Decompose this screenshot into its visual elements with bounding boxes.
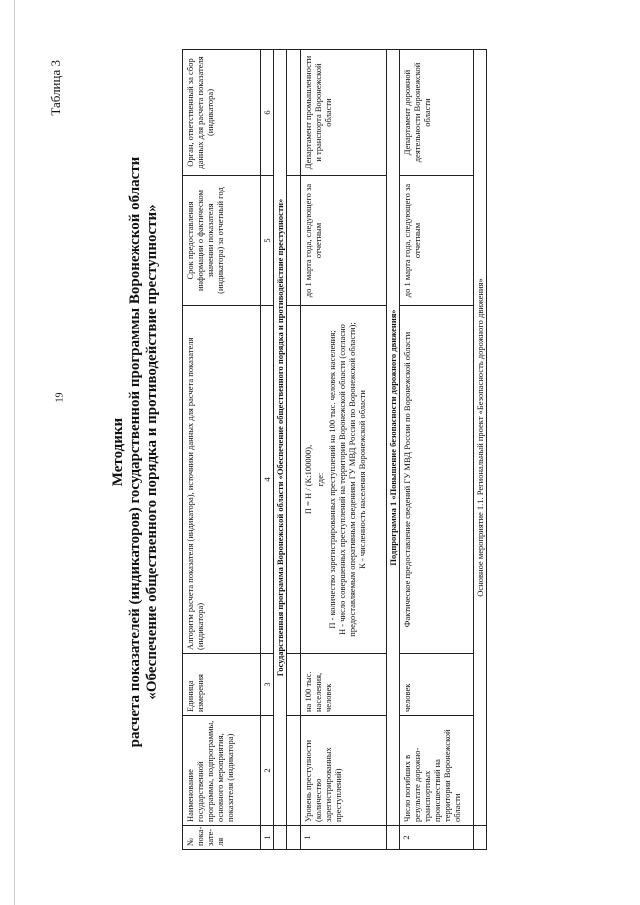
indicators-table	[182, 49, 487, 850]
header-algorithm: Алгоритм расчета показателя (индикатора), источники данных для расчета показателя (индикатора)	[183, 306, 261, 654]
table-row	[400, 50, 474, 850]
header-name: Наименование государственной программы, подпрограммы, основного мероприятия, показателя (индикатора)	[183, 716, 261, 826]
indicator-name: Уровень преступности (количество зарегистрированных преступлений)	[301, 716, 387, 826]
document-title	[110, 62, 161, 842]
subprogram-row	[387, 50, 400, 850]
program-row	[274, 50, 287, 850]
spacer-cell	[287, 176, 301, 306]
spacer-cell	[287, 50, 301, 176]
activity-title: Основное мероприятие 1.1. Региональный проект «Безопасность дорожного движения»	[474, 50, 487, 826]
indicator-agency: Департамент дорожной деятельности Воронежской области	[400, 50, 474, 176]
spacer-cell	[287, 716, 301, 826]
definition-n: Н - число совершенных преступлений на территории Воронежской области (согласно предоставляемым оперативным сведениям ГУ МВД России по Воронежской области);	[337, 322, 357, 637]
col-number-4: 4	[261, 306, 274, 654]
table-label: Таблица 3	[48, 60, 63, 116]
header-row	[183, 50, 261, 850]
indicator-algorithm	[301, 306, 387, 654]
formula: П = Н / (К:100000),	[303, 444, 313, 515]
header-agency: Орган, ответственный за сбор данных для расчета показателя (индикатора)	[183, 50, 261, 176]
indicator-agency: Департамент промышленности и транспорта Воронежской области	[301, 50, 387, 176]
table-row	[301, 50, 387, 850]
activity-row	[474, 50, 487, 850]
title-line-2: расчета показателей (индикаторов) государственной программы Воронежской области	[127, 156, 143, 748]
title-line-1: Методики	[110, 417, 126, 487]
subprogram-title: Подпрограмма 1 «Повышение безопасности дорожного движения»	[387, 50, 400, 826]
subprogram-row-blank	[387, 826, 400, 850]
indicator-deadline: до 1 марта года, следующего за отчетным	[400, 176, 474, 306]
spacer-cell	[287, 654, 301, 716]
formula-where: где:	[315, 472, 325, 487]
col-number-6: 6	[261, 50, 274, 176]
program-row-blank	[274, 826, 287, 850]
header-unit: Единица измерения	[183, 654, 261, 716]
activity-row-blank	[474, 826, 487, 850]
col-number-2: 2	[261, 716, 274, 826]
definition-p: П - количество зарегистрированных преступлений на 100 тыс. человек населения;	[327, 330, 337, 629]
row-number: 1	[301, 826, 387, 850]
spacer-row	[287, 50, 301, 850]
indicator-unit: человек	[400, 654, 474, 716]
spacer-cell	[287, 826, 301, 850]
col-number-1: 1	[261, 826, 274, 850]
title-line-3: «Обеспечение общественного порядка и противодействие преступности»	[144, 204, 160, 700]
rotated-page-content	[40, 32, 600, 872]
indicator-algorithm: Фактическое предоставление сведений ГУ МВД России по Воронежской области	[400, 306, 474, 654]
col-number-5: 5	[261, 176, 274, 306]
indicator-name: Число погибших в результате дорожно-транспортных происшествий на территории Воронежской области	[400, 716, 474, 826]
page-number: 19	[54, 392, 66, 403]
indicator-deadline: до 1 марта года, следующего за отчетным	[301, 176, 387, 306]
definition-k: К - численность населения Воронежской области	[357, 390, 367, 569]
column-number-row	[261, 50, 274, 850]
page-margin-line	[14, 0, 15, 905]
header-deadline: Срок предоставления информации о фактическом значении показателя (индикатора) за отчетный год	[183, 176, 261, 306]
col-number-3: 3	[261, 654, 274, 716]
header-number: № пока-зате-ля	[183, 826, 261, 850]
spacer-cell	[287, 306, 301, 654]
row-number: 2	[400, 826, 474, 850]
indicator-unit: на 100 тыс. населения, человек	[301, 654, 387, 716]
program-title: Государственная программа Воронежской области «Обеспечение общественного порядка и противодействие преступности»	[274, 50, 287, 826]
